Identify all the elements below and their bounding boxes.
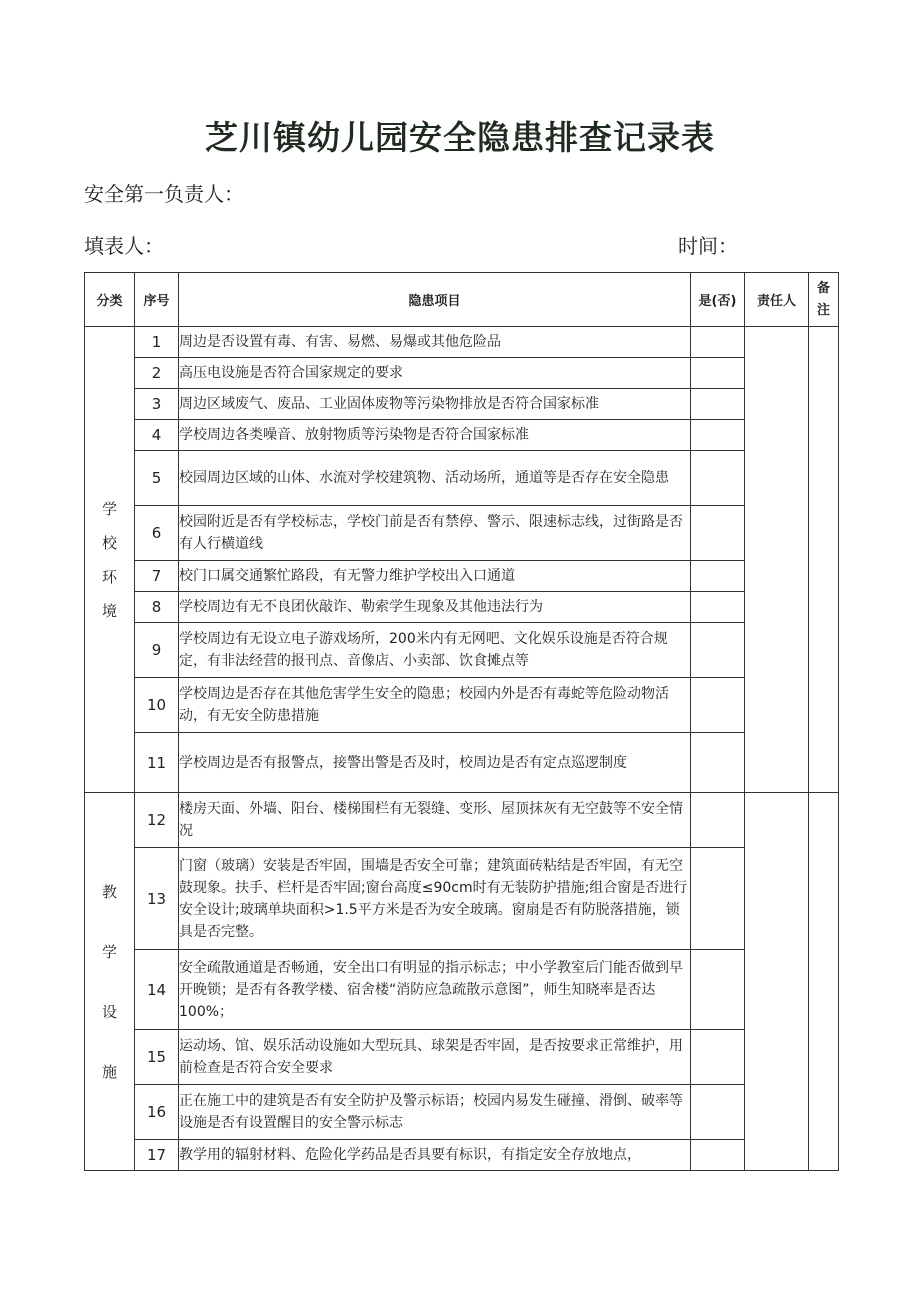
table-row	[85, 451, 839, 506]
table-row	[85, 678, 839, 733]
yes-no-cell[interactable]	[691, 1030, 745, 1085]
row-item-text: 正在施工中的建筑是否有安全防护及警示标语；校园内易发生碰撞、滑倒、破率等设施是否有设置醒目的安全警示标志	[179, 1085, 691, 1140]
row-item-text: 教学用的辐射材料、危险化学药品是否具要有标识，有指定安全存放地点，	[179, 1140, 691, 1171]
table-row	[85, 389, 839, 420]
hazard-inspection-table	[84, 272, 839, 1171]
row-item-text: 运动场、馆、娱乐活动设施如大型玩具、球架是否牢固，是否按要求正常维护，用前检查是否符合安全要求	[179, 1030, 691, 1085]
yes-no-cell[interactable]	[691, 1085, 745, 1140]
row-item-text: 高压电设施是否符合国家规定的要求	[179, 358, 691, 389]
yes-no-cell[interactable]	[691, 848, 745, 950]
table-row	[85, 1140, 839, 1171]
row-item-text: 校园周边区域的山体、水流对学校建筑物、活动场所，通道等是否存在安全隐患	[179, 451, 691, 506]
yes-no-cell[interactable]	[691, 389, 745, 420]
category-cell-school-environment	[85, 327, 135, 793]
yes-no-cell[interactable]	[691, 561, 745, 592]
row-item-text: 校园附近是否有学校标志，学校门前是否有禁停、警示、限速标志线，过街路是否有人行横道线	[179, 506, 691, 561]
table-row	[85, 733, 839, 793]
header-yes-no: 是(否)	[691, 273, 745, 327]
row-item-text: 楼房天面、外墙、阳台、楼梯围栏有无裂缝、变形、屋顶抹灰有无空鼓等不安全情况	[179, 793, 691, 848]
table-row	[85, 848, 839, 950]
page-title: 芝川镇幼儿园安全隐患排查记录表	[205, 118, 715, 157]
category-label: 学校环境	[101, 499, 117, 620]
yes-no-cell[interactable]	[691, 623, 745, 678]
row-number: 4	[135, 420, 179, 451]
row-item-text: 周边是否设置有毒、有害、易燃、易爆或其他危险品	[179, 327, 691, 358]
row-item-text: 学校周边是否存在其他危害学生安全的隐患；校园内外是否有毒蛇等危险动物活动，有无安全防患措施	[179, 678, 691, 733]
header-category: 分类	[85, 273, 135, 327]
row-number: 1	[135, 327, 179, 358]
row-number: 8	[135, 592, 179, 623]
yes-no-cell[interactable]	[691, 420, 745, 451]
row-number: 12	[135, 793, 179, 848]
row-number: 5	[135, 451, 179, 506]
row-number: 6	[135, 506, 179, 561]
header-note	[809, 273, 839, 327]
yes-no-cell[interactable]	[691, 358, 745, 389]
yes-no-cell[interactable]	[691, 678, 745, 733]
table-row	[85, 950, 839, 1030]
note-cell-teaching-facilities[interactable]	[809, 793, 839, 1171]
yes-no-cell[interactable]	[691, 327, 745, 358]
table-row	[85, 506, 839, 561]
row-item-text: 校门口属交通繁忙路段，有无警力维护学校出入口通道	[179, 561, 691, 592]
row-item-text: 学校周边有无不良团伙敲诈、勒索学生现象及其他违法行为	[179, 592, 691, 623]
row-number: 15	[135, 1030, 179, 1085]
row-number: 11	[135, 733, 179, 793]
row-number: 13	[135, 848, 179, 950]
yes-no-cell[interactable]	[691, 793, 745, 848]
table-row	[85, 327, 839, 358]
yes-no-cell[interactable]	[691, 1140, 745, 1171]
row-number: 17	[135, 1140, 179, 1171]
principal-label: 安全第一负责人：	[84, 182, 244, 206]
yes-no-cell[interactable]	[691, 592, 745, 623]
row-number: 14	[135, 950, 179, 1030]
table-row	[85, 420, 839, 451]
note-cell-school-environment[interactable]	[809, 327, 839, 793]
yes-no-cell[interactable]	[691, 451, 745, 506]
row-number: 16	[135, 1085, 179, 1140]
header-note-text: 备注	[816, 280, 830, 318]
table-row	[85, 592, 839, 623]
table-row	[85, 358, 839, 389]
row-number: 10	[135, 678, 179, 733]
owner-cell-teaching-facilities[interactable]	[745, 793, 809, 1171]
table-row	[85, 793, 839, 848]
row-number: 7	[135, 561, 179, 592]
table-row	[85, 1030, 839, 1085]
row-number: 3	[135, 389, 179, 420]
row-item-text: 周边区域废气、废品、工业固体废物等污染物排放是否符合国家标准	[179, 389, 691, 420]
table-header-row	[85, 273, 839, 327]
category-label: 教学设施	[101, 882, 117, 1081]
row-number: 9	[135, 623, 179, 678]
row-item-text: 门窗（玻璃）安装是否牢固，围墙是否安全可靠；建筑面砖粘结是否牢固，有无空鼓现象。扶手、栏杆是否牢固;窗台高度≤90cm时有无装防护措施;组合窗是否进行安全设计;玻璃单块面积>1.5平方米是否为安全玻璃。窗扇是否有防脱落措施，锁具是否完整。	[179, 848, 691, 950]
time-label: 时间：	[678, 234, 738, 258]
table-row	[85, 561, 839, 592]
header-item: 隐患项目	[179, 273, 691, 327]
category-cell-teaching-facilities	[85, 793, 135, 1171]
row-item-text: 学校周边是否有报警点，接警出警是否及时，校周边是否有定点巡逻制度	[179, 733, 691, 793]
yes-no-cell[interactable]	[691, 733, 745, 793]
header-owner: 责任人	[745, 273, 809, 327]
owner-cell-school-environment[interactable]	[745, 327, 809, 793]
filler-label: 填表人：	[84, 234, 164, 258]
yes-no-cell[interactable]	[691, 950, 745, 1030]
table-row	[85, 623, 839, 678]
row-item-text: 学校周边各类噪音、放射物质等污染物是否符合国家标准	[179, 420, 691, 451]
table-row	[85, 1085, 839, 1140]
row-number: 2	[135, 358, 179, 389]
row-item-text: 安全疏散通道是否畅通，安全出口有明显的指示标志；中小学教室后门能否做到早开晚锁；是否有各教学楼、宿舍楼“消防应急疏散示意图”，师生知晓率是否达100%；	[179, 950, 691, 1030]
row-item-text: 学校周边有无设立电子游戏场所，200米内有无网吧、文化娱乐设施是否符合规定，有非法经营的报刊点、音像店、小卖部、饮食摊点等	[179, 623, 691, 678]
header-number: 序号	[135, 273, 179, 327]
yes-no-cell[interactable]	[691, 506, 745, 561]
